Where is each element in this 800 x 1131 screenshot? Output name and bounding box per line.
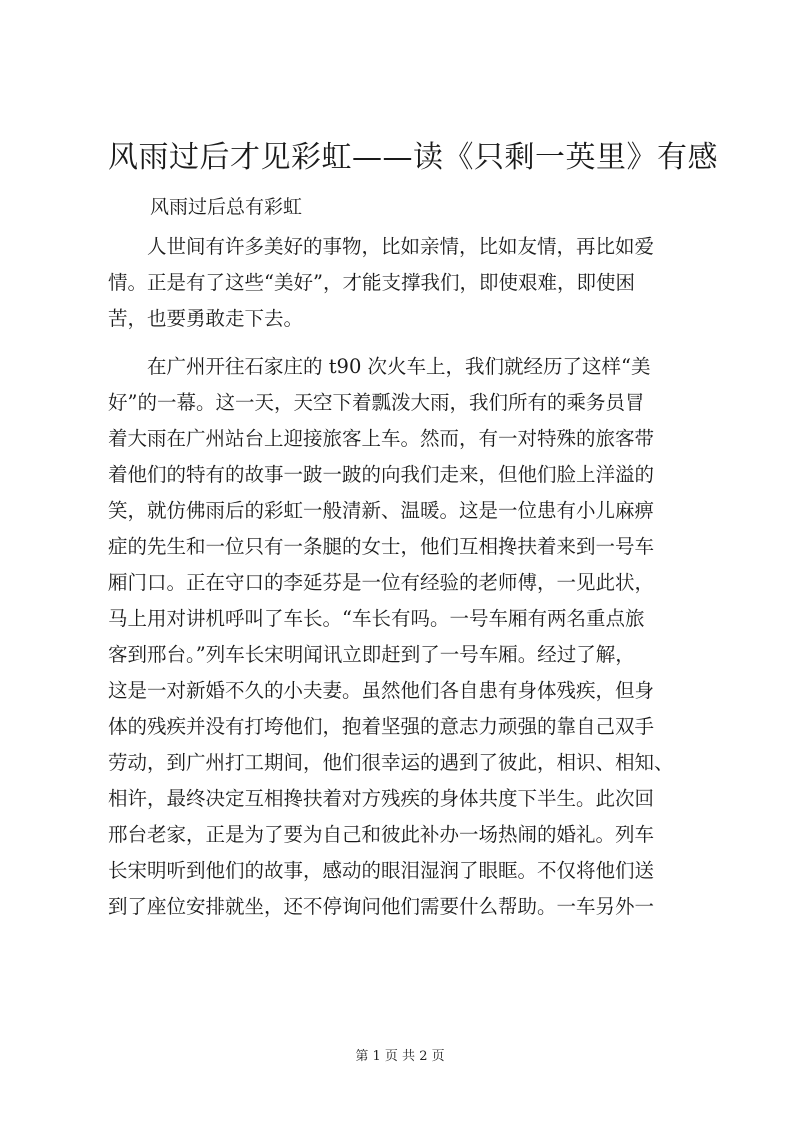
body-line: 到了座位安排就坐，还不停询问他们需要什么帮助。一车另外一 [108,895,655,918]
body-line: 在广州开往石家庄的 t90 次火车上，我们就经历了这样“美 [108,355,651,378]
body-line: 这是一对新婚不久的小夫妻。虽然他们各自患有身体残疾，但身 [108,679,655,702]
body-line: 着大雨在广州站台上迎接旅客上车。然而，有一对特殊的旅客带 [108,427,655,450]
body-line: 人世间有许多美好的事物，比如亲情，比如友情，再比如爱 [108,235,655,258]
subtitle: 风雨过后总有彩虹 [150,196,303,218]
body-line: 马上用对讲机呼叫了车长。“车长有吗。一号车厢有两名重点旅 [108,607,645,630]
body-line: 相许，最终决定互相搀扶着对方残疾的身体共度下半生。此次回 [108,787,655,810]
body-line: 症的先生和一位只有一条腿的女士，他们互相搀扶着来到一号车 [108,535,655,558]
body-line: 厢门口。正在守口的李延芬是一位有经验的老师傅，一见此状， [108,571,655,594]
body-line: 好”的一幕。这一天，天空下着瓢泼大雨，我们所有的乘务员冒 [108,391,645,414]
body-line: 着他们的特有的故事一跛一跛的向我们走来，但他们脸上洋溢的 [108,463,655,486]
body-line: 邢台老家，正是为了要为自己和彼此补办一场热闹的婚礼。列车 [108,823,655,846]
body-line: 客到邢台。”列车长宋明闻讯立即赶到了一号车厢。经过了解， [108,643,635,666]
body-line: 情。正是有了这些“美好”，才能支撑我们，即使艰难，即使困 [108,271,635,294]
body-line: 苦，也要勇敢走下去。 [108,307,304,330]
body-line: 笑，就仿佛雨后的彩虹一般清新、温暖。这是一位患有小儿麻痹 [108,499,655,522]
page-title: 风雨过后才见彩虹——读《只剩一英里》有感 [108,140,718,175]
page-footer: 第 1 页 共 2 页 [355,1049,445,1064]
body-line: 劳动，到广州打工期间，他们很幸运的遇到了彼此，相识、相知、 [108,751,674,774]
body-line: 体的残疾并没有打垮他们，抱着坚强的意志力顽强的靠自己双手 [108,715,655,738]
body-line: 长宋明听到他们的故事，感动的眼泪湿润了眼眶。不仅将他们送 [108,859,655,882]
